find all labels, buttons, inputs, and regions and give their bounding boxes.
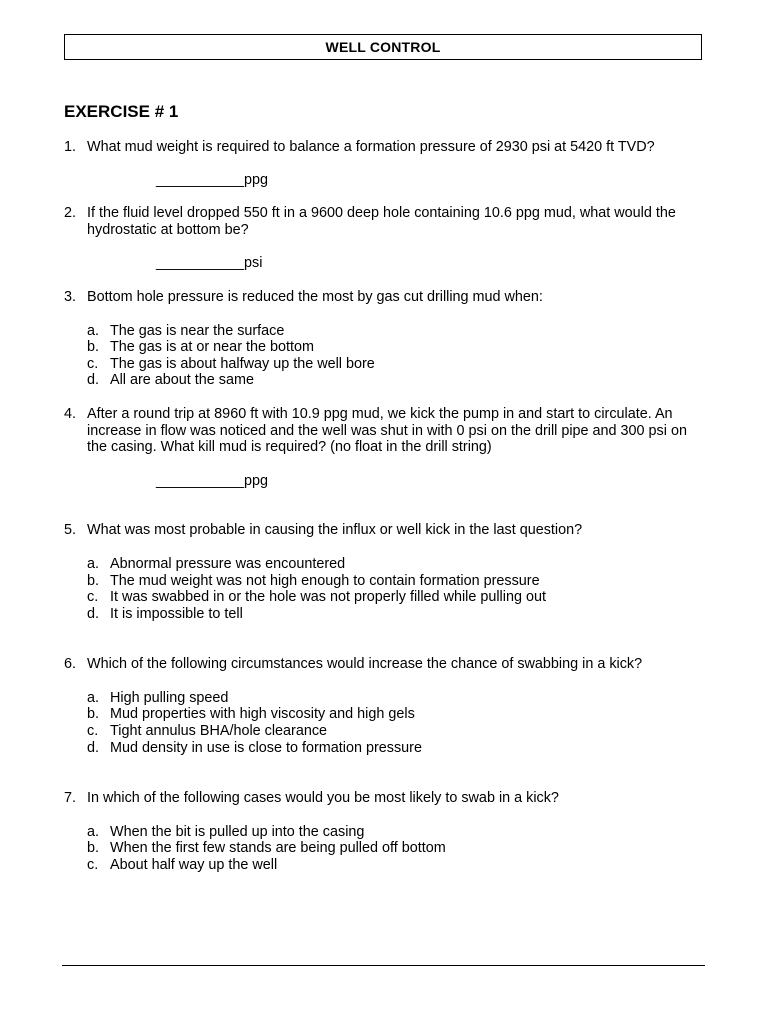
question-number: 5. [64,522,77,539]
question-text: Which of the following circumstances would increase the chance of swabbing in a kick? [87,656,643,673]
question-text: Bottom hole pressure is reduced the most by gas cut drilling mud when: [87,288,543,305]
question-text: What mud weight is required to balance a formation pressure of 2930 psi at 5420 ft TVD? [87,139,655,155]
question-3 [64,289,704,306]
option-item: d. It is impossible to tell [87,605,243,622]
question-number: 7. [64,790,77,807]
question-7 [64,790,704,807]
questions-list [64,139,704,874]
question-number: 2. [64,205,77,222]
option-item: d. Mud density in use is close to formation pressure [87,739,422,756]
page-header: WELL CONTROL [64,34,702,60]
option-item: c. About half way up the well [87,857,278,874]
question-5 [64,522,704,539]
option-list [64,824,704,874]
question-text: If the fluid level dropped 550 ft in a 9600 deep hole containing 10.6 ppg mud, what would the hydrostatic at bottom be? [87,205,676,238]
option-item: c. It was swabbed in or the hole was not properly filled while pulling out [87,589,546,606]
option-item: d. All are about the same [87,372,254,389]
answer-blank: ___________ppg [156,472,269,489]
exercise-title: EXERCISE # 1 [64,102,179,121]
option-item: a. Abnormal pressure was encountered [87,555,346,572]
question-number: 3. [64,288,77,305]
option-item: a. High pulling speed [87,689,229,706]
footer-divider [62,965,705,966]
question-text: In which of the following cases would you be most likely to swab in a kick? [87,790,559,807]
question-text: What was most probable in causing the influx or well kick in the last question? [87,522,583,539]
question-4 [64,406,704,456]
question-6 [64,656,704,673]
option-item: b. When the first few stands are being pulled off bottom [87,840,446,857]
option-list [64,690,704,756]
option-item: b. The mud weight was not high enough to contain formation pressure [87,572,540,589]
option-list [64,323,704,389]
option-item: c. Tight annulus BHA/hole clearance [87,723,328,740]
question-1 [64,139,704,156]
question-number: 1. [64,139,77,155]
question-number: 4. [64,405,77,422]
option-list [64,556,704,622]
question-2 [64,205,704,238]
question-text: After a round trip at 8960 ft with 10.9 ppg mud, we kick the pump in and start to circulate. An increase in flow was noticed and the well was shut in with 0 psi on the drill pipe and 300 psi on the casing. What kill mud is required? (no float in the drill string) [87,405,687,456]
option-item: a. When the bit is pulled up into the casing [87,823,365,840]
option-item: a. The gas is near the surface [87,322,285,339]
answer-blank: ___________ppg [156,171,269,188]
option-item: b. Mud properties with high viscosity and high gels [87,706,415,723]
answer-blank: ___________psi [156,255,263,272]
option-item: c. The gas is about halfway up the well bore [87,355,375,372]
question-number: 6. [64,656,77,673]
option-item: b. The gas is at or near the bottom [87,339,314,356]
